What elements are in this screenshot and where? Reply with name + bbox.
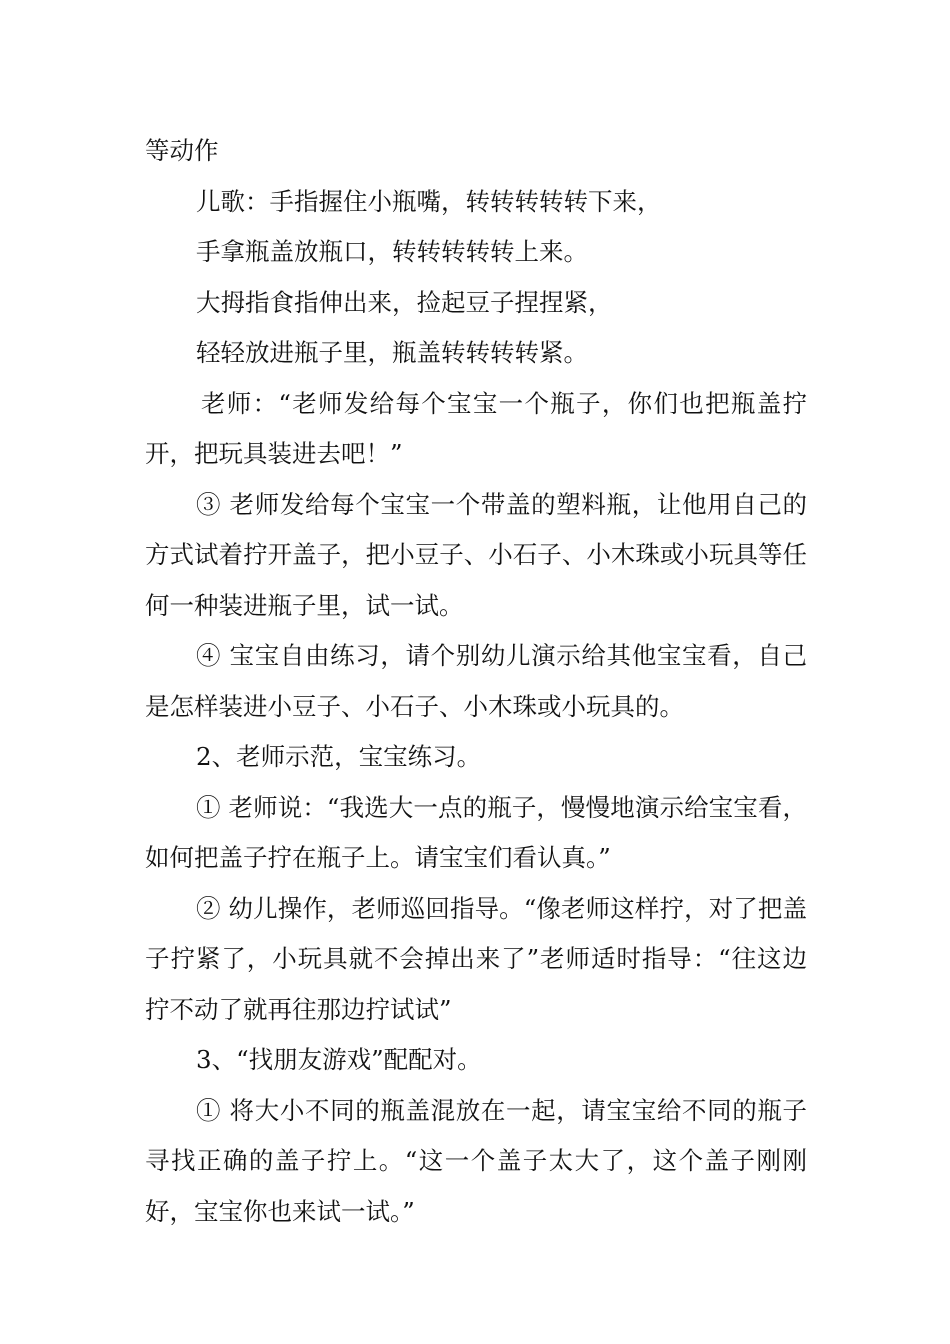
paragraph: ② 幼儿操作，老师巡回指导。“像老师这样拧，对了把盖子拧紧了，小玩具就不会掉出来了”老师适时指导：“往这边拧不动了就再往那边拧试试”: [145, 893, 807, 1024]
body-text: [145, 126, 807, 1237]
paragraph: 2、老师示范，宝宝练习。: [196, 742, 482, 771]
paragraph: 儿歌：手指握住小瓶嘴，转转转转转下来，: [196, 186, 662, 216]
paragraph: 3、“找朋友游戏”配配对。: [196, 1045, 482, 1074]
paragraph: ① 将大小不同的瓶盖混放在一起，请宝宝给不同的瓶子寻找正确的盖子拧上。“这一个盖子太大了，这个盖子刚刚好，宝宝你也来试一试。”: [145, 1095, 807, 1226]
paragraph: 大拇指食指伸出来，捡起豆子捏捏紧，: [196, 287, 613, 317]
paragraph: ① 老师说：“我选大一点的瓶子，慢慢地演示给宝宝看，如何把盖子拧在瓶子上。请宝宝们看认真。”: [145, 792, 807, 872]
paragraph: 等动作: [145, 136, 219, 165]
paragraph: 轻轻放进瓶子里，瓶盖转转转转紧。: [196, 338, 588, 367]
paragraph: ③ 老师发给每个宝宝一个带盖的塑料瓶，让他用自己的方式试着拧开盖子，把小豆子、小石子、小木珠或小玩具等任何一种装进瓶子里，试一试。: [145, 489, 807, 620]
paragraph: 手拿瓶盖放瓶口，转转转转转上来。: [196, 237, 588, 266]
paragraph: 老师：“老师发给每个宝宝一个瓶子，你们也把瓶盖拧开，把玩具装进去吧！”: [145, 388, 807, 468]
paragraph: ④ 宝宝自由练习，请个别幼儿演示给其他宝宝看，自己是怎样装进小豆子、小石子、小木珠或小玩具的。: [145, 641, 807, 721]
